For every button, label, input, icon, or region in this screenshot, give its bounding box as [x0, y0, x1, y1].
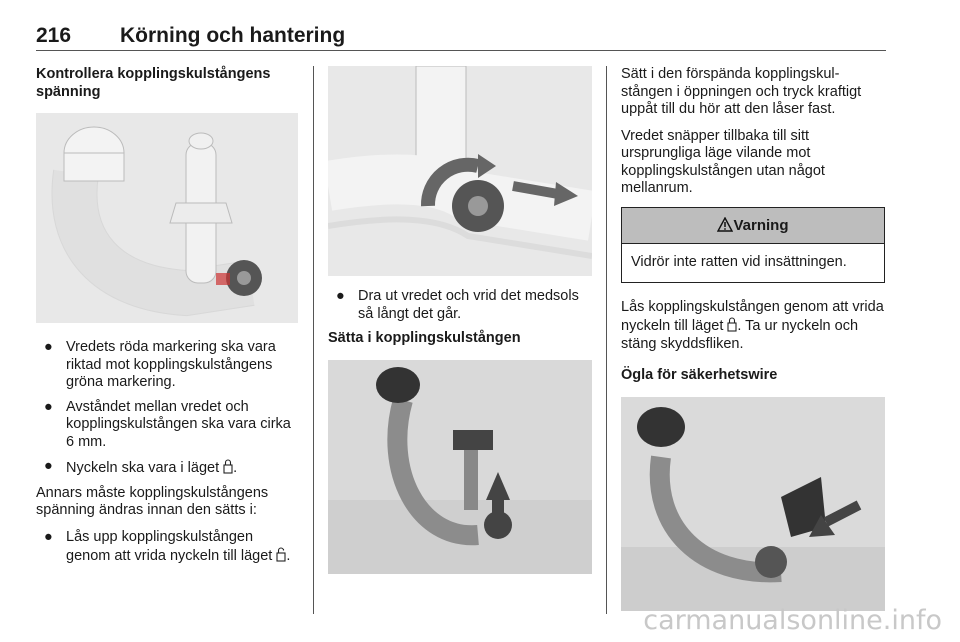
tension-checklist: [36, 339, 298, 478]
tension-adjust-paragraph: Annars måste kopplingskulstångens spänning ändras innan den sätts i:: [36, 484, 269, 518]
lock-paragraph: Lås kopplingskulstången genom att vrida nyckeln till läget . Ta ur nyckeln och stäng skyddsfliken.: [621, 298, 884, 352]
knob-pull-illustration: [328, 66, 592, 276]
page-header: [36, 24, 886, 50]
lock-closed-icon: [223, 458, 233, 474]
page-title: Körning och hantering: [120, 24, 346, 47]
section-heading-safety-wire-eye: Ögla för säkerhetswire: [621, 367, 778, 383]
warning-text: Vidrör inte ratten vid insättningen.: [631, 254, 847, 270]
list-item: ● Dra ut vredet och vrid det medsols så långt det går.: [336, 288, 579, 322]
list-item: ● Vredets röda markering ska vara riktad mot kopplingskulstångens gröna markering.: [44, 339, 276, 390]
column-1: [36, 66, 298, 573]
towbar-tension-illustration: [36, 113, 298, 323]
list-item: ● Avståndet mellan vredet och kopplingskulstången ska vara cirka 6 mm.: [44, 398, 291, 450]
warning-triangle-icon: [717, 217, 733, 232]
column-2: [328, 66, 592, 574]
watermark: carmanualsonline.info: [643, 605, 942, 636]
header-divider: [36, 50, 886, 51]
section-heading-check-tension: Kontrollera kopplingskulstångens spänning: [36, 66, 271, 100]
list-item: ● Lås upp kopplingskulstången genom att vrida nyckeln till läget .: [44, 528, 291, 564]
lock-closed-icon: [727, 316, 737, 332]
warning-box: [621, 207, 885, 283]
page-number: 216: [36, 24, 72, 47]
knob-return-paragraph: Vredet snäpper tillbaka till sitt ursprungliga läge vilande mot kopplingskulstången utan något mellanrum.: [621, 127, 825, 196]
insert-paragraph: Sätt i den förspända kopplingskulstången i öppningen och tryck kraftigt uppåt till du hör att den låser fast.: [621, 66, 862, 117]
towbar-insert-illustration: [328, 360, 592, 574]
safety-wire-eye-illustration: [621, 397, 885, 611]
section-heading-insert-towbar: Sätta i kopplingskulstången: [328, 330, 521, 346]
lock-open-icon: [276, 546, 286, 562]
list-item: ● Nyckeln ska vara i läget .: [44, 458, 238, 476]
column-divider-1: [313, 66, 314, 614]
column-divider-2: [606, 66, 607, 614]
warning-title: Varning: [733, 216, 789, 234]
pull-knob-steps: [328, 288, 592, 323]
column-3: [621, 66, 885, 611]
warning-header: [622, 208, 884, 245]
unlock-steps: [36, 529, 298, 566]
